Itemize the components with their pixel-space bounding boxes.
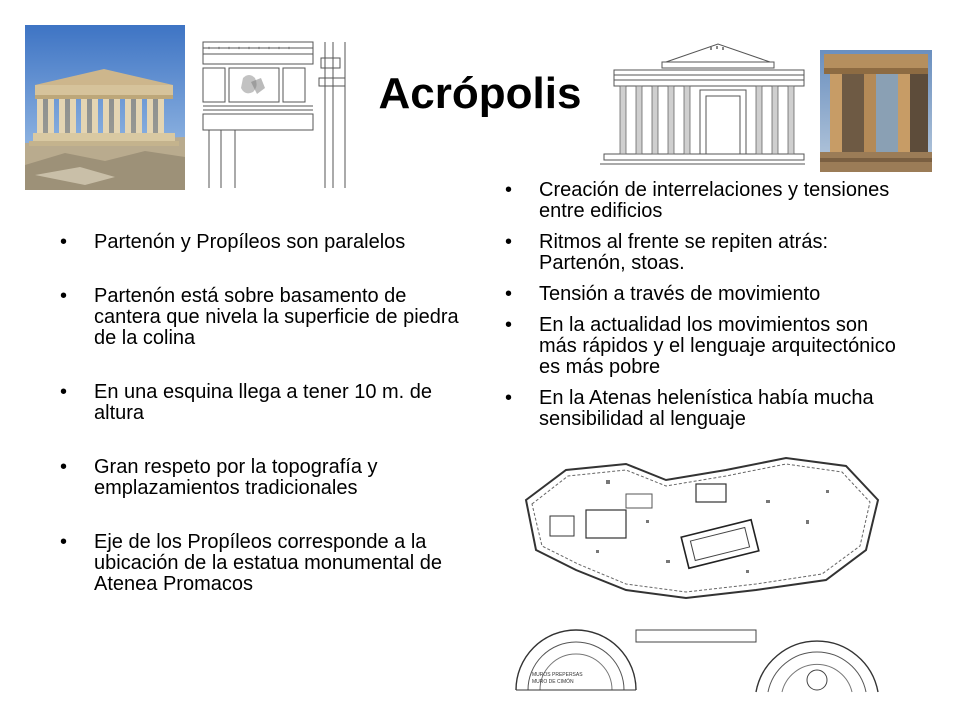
list-item: • Creación de interrelaciones y tensiones entre edificios — [505, 180, 905, 222]
list-item: • Ritmos al frente se repiten atrás: Partenón, stoas. — [505, 232, 905, 274]
entablature-drawing — [195, 38, 355, 188]
list-item: • En la actualidad los movimientos son más rápidos y el lenguaje arquitectónico es más pobre — [505, 315, 905, 378]
acropolis-site-plan — [506, 440, 886, 700]
list-item: • Gran respeto por la topografía y emplazamientos tradicionales — [60, 457, 460, 499]
plan-caption-2: MURO DE CIMÓN — [532, 679, 574, 685]
list-item: • En una esquina llega a tener 10 m. de altura — [60, 382, 460, 424]
erechtheion-porch-photo — [820, 50, 932, 172]
list-item: • Partenón está sobre basamento de cantera que nivela la superficie de piedra de la colina — [60, 286, 460, 349]
temple-elevation-drawing — [600, 42, 805, 165]
slide-title: Acrópolis — [378, 69, 582, 118]
list-item: • En la Atenas helenística había mucha sensibilidad al lenguaje — [505, 388, 905, 430]
list-item: • Tensión a través de movimiento — [505, 284, 905, 305]
right-bullet-list — [505, 180, 905, 440]
list-item: • Partenón y Propíleos son paralelos — [60, 232, 460, 253]
plan-caption-1: MUROS PREPERSAS — [532, 672, 583, 678]
left-bullet-list — [60, 232, 460, 628]
list-item: • Eje de los Propíleos corresponde a la ubicación de la estatua monumental de Atenea Promacos — [60, 532, 460, 595]
parthenon-photo — [25, 25, 185, 190]
